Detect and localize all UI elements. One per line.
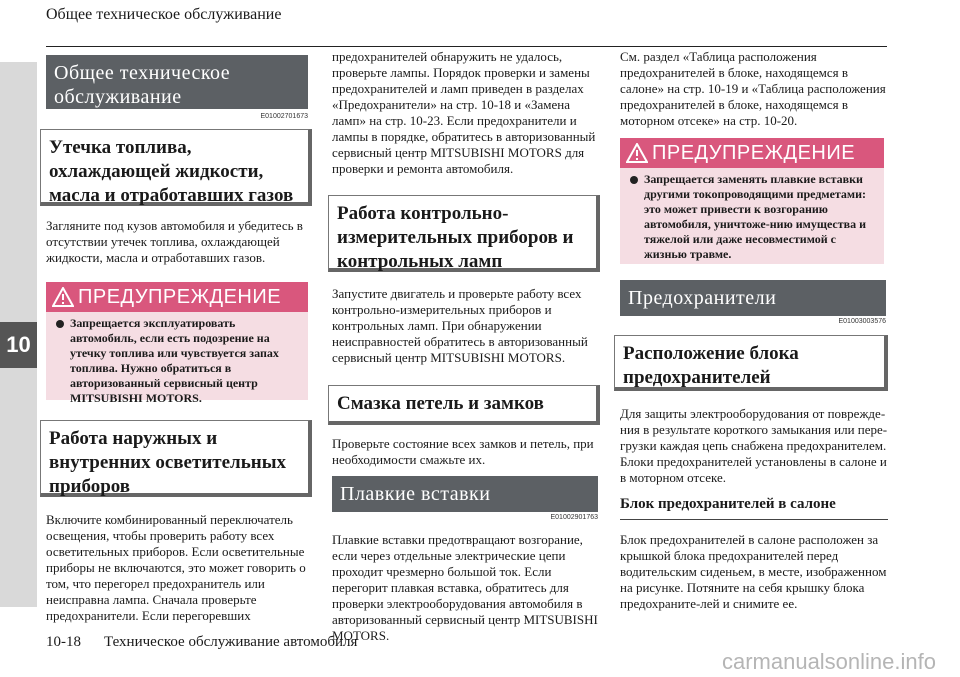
cabin-block-heading: Блок предохранителей в салоне <box>620 496 836 512</box>
fuses-heading: Предохранители <box>620 280 886 316</box>
locks-heading: Смазка петель и замков <box>328 385 600 425</box>
page-number: 10-18 <box>46 634 81 650</box>
chapter-tab: 10 <box>0 322 37 368</box>
footer-section-name: Техническое обслуживание автомобиля <box>104 634 358 650</box>
cabin-block-paragraph: Блок предохранителей в салоне расположен за крышкой блока предохранителей перед водительским сиденьем, в месте, изображенном на рисунке. Потяните на себя крышку блока предохраните-лей и снимите ее. <box>620 532 887 611</box>
warning-header <box>46 282 308 312</box>
header-rule <box>46 46 887 47</box>
fuse-location-paragraph: Для защиты электрооборудования от поврежде-ния в результате короткого замыкания или пере-грузки каждая цепь снабжена предохранителем. Блоки предохранителей установлены в салоне и в моторном отсеке. <box>620 406 888 485</box>
locks-paragraph: Проверьте состояние всех замков и петель, при необходимости смажьте их. <box>332 436 594 467</box>
warning-title-2: ПРЕДУПРЕЖДЕНИЕ <box>652 141 856 164</box>
warning-text: Запрещается эксплуатировать автомобиль, если есть подозрение на утечку топлива или чувствуется запах топлива. Нужно обратиться в авторизованный сервисный центр MITSUBISHI MOTORS. <box>70 316 279 405</box>
warning-header-2 <box>620 138 884 168</box>
continued-paragraph: предохранителей обнаружить не удалось, проверьте лампы. Порядок проверки и замены предохранителей и ламп приведен в разделах «Предохранители» на стр. 10-18 и «Замена ламп» на стр. 10-23. Если предохранители и лампы в порядке, обратитесь в авторизованный сервисный центр MITSUBISHI MOTORS для проверки и ремонта автомобиля. <box>332 49 596 176</box>
warning-box-fuel <box>46 282 308 405</box>
warning-triangle-icon <box>626 143 648 163</box>
watermark: carmanualsonline.info <box>721 649 936 674</box>
reference-paragraph: См. раздел «Таблица расположения предохранителей в блоке, находящемся в салоне» на стр. 10-19 и «Таблица расположения предохранителей в блоке, находящемся в моторном отсеке» на стр. 10-20. <box>620 49 886 128</box>
lights-heading: Работа наружных и внутренних осветительных приборов <box>40 420 312 497</box>
fusible-paragraph: Плавкие вставки предотвращают возгорание, если через отдельные электрические цепи проходит чрезмерно большой ток. Если перегорит плавкая вставка, обратитесь для проверки электрооборудования автомобиля в авторизованный сервисный центр MITSUBISHI MOTORS. <box>332 532 598 643</box>
leak-heading: Утечка топлива, охлаждающей жидкости, масла и отработавших газов <box>40 129 312 206</box>
fusible-heading: Плавкие вставки <box>332 476 598 512</box>
warning-title: ПРЕДУПРЕЖДЕНИЕ <box>78 285 282 308</box>
fuse-location-heading: Расположение блока предохранителей <box>614 335 888 391</box>
running-header: Общее техническое обслуживание <box>46 6 282 23</box>
lights-paragraph: Включите комбинированный переключатель освещения, чтобы проверить работу всех осветительных приборов. Если осветительные приборы не включаются, это может говорить о том, что перегорел предохранитель или неисправна лампа. Сначала проверьте предохранители. Если перегоревших <box>46 512 306 623</box>
section-title: Общее техническое обслуживание <box>46 55 308 109</box>
warning-text-2: Запрещается заменять плавкие вставки другими токопроводящими предметами: это может привести к возгоранию автомобиля, уничтоже-нию имущества и тяжелой или даже несовместимой с жизнью травме. <box>644 172 867 261</box>
bullet-icon <box>56 316 70 406</box>
leak-paragraph: Загляните под кузов автомобиля и убедитесь в отсутствии утечек топлива, охлаждающей жидкости, масла и отработавших газов. <box>46 218 303 265</box>
gauges-heading: Работа контрольно-измерительных приборов и контрольных ламп <box>328 195 600 272</box>
gauges-paragraph: Запустите двигатель и проверьте работу всех контрольно-измерительных приборов и контрольных ламп. При обнаружении неисправностей обратитесь в авторизованный сервисный центр MITSUBISHI MOTORS. <box>332 286 588 365</box>
bullet-icon <box>630 172 644 262</box>
warning-triangle-icon <box>52 287 74 307</box>
doc-code: E01002701673 <box>260 113 308 120</box>
doc-code-2: E01002901763 <box>550 514 598 521</box>
warning-box-fusible <box>620 138 884 264</box>
subheading-rule <box>620 519 888 520</box>
doc-code-3: E01003003576 <box>838 318 886 325</box>
